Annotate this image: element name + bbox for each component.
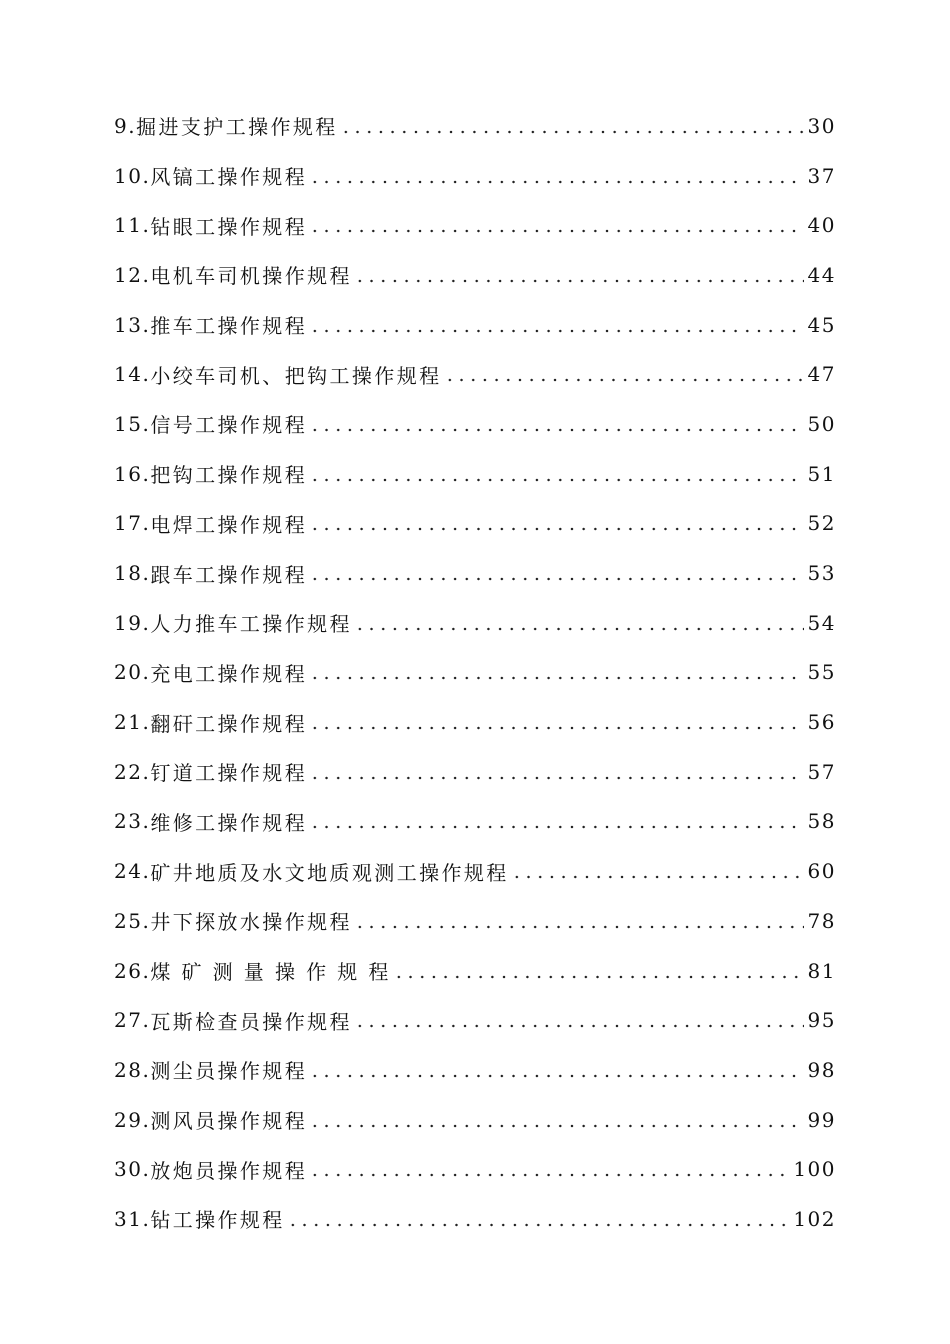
toc-entry-page: 54	[807, 610, 836, 635]
toc-entry-title: 矿井地质及水文地质观测工操作规程	[150, 860, 509, 885]
toc-entry[interactable]	[114, 349, 836, 399]
toc-entry-page: 37	[807, 163, 836, 188]
dot-leader	[309, 524, 803, 534]
dot-leader	[309, 226, 803, 236]
dot-leader	[393, 972, 804, 982]
toc-entry[interactable]	[114, 449, 836, 499]
dot-leader	[309, 1121, 803, 1131]
toc-entry-title: 钉道工操作规程	[150, 761, 308, 786]
toc-entry-page: 50	[807, 411, 836, 436]
toc-entry-page: 78	[807, 908, 836, 933]
toc-entry-page: 53	[807, 561, 836, 586]
dot-leader	[309, 475, 803, 485]
toc-entry-page: 40	[807, 213, 836, 238]
dot-leader	[309, 723, 803, 733]
toc-entry-number: 9.	[114, 113, 137, 138]
toc-entry-page: 98	[807, 1057, 836, 1082]
toc-entry-title: 跟车工操作规程	[150, 562, 308, 587]
toc-entry[interactable]	[114, 946, 836, 996]
toc-entry-number: 30.	[114, 1157, 151, 1182]
toc-entry[interactable]	[114, 896, 836, 946]
toc-entry-number: 12.	[114, 262, 151, 287]
toc-entry-number: 19.	[114, 610, 151, 635]
toc-entry[interactable]	[114, 995, 836, 1045]
toc-entry[interactable]	[114, 648, 836, 698]
toc-entry-title: 井下探放水操作规程	[150, 910, 352, 935]
toc-entry-page: 55	[807, 660, 836, 685]
toc-entry-title: 电焊工操作规程	[150, 512, 308, 537]
toc-entry-number: 24.	[114, 859, 151, 884]
toc-entry-number: 28.	[114, 1057, 151, 1082]
toc-entry-title: 掘进支护工操作规程	[136, 115, 338, 140]
toc-entry[interactable]	[114, 548, 836, 598]
dot-leader	[287, 1220, 790, 1230]
toc-entry-number: 15.	[114, 411, 151, 436]
toc-entry-title: 钻工操作规程	[150, 1208, 285, 1233]
toc-entry[interactable]	[114, 747, 836, 797]
dot-leader	[309, 425, 803, 435]
toc-entry-title: 放炮员操作规程	[150, 1158, 308, 1183]
toc-entry-title: 推车工操作规程	[150, 314, 308, 339]
dot-leader	[444, 375, 804, 385]
toc-entry-number: 29.	[114, 1107, 151, 1132]
toc-entry-page: 58	[807, 809, 836, 834]
toc-entry-title: 电机车司机操作规程	[150, 264, 352, 289]
dot-leader	[354, 1021, 804, 1031]
toc-entry[interactable]	[114, 598, 836, 648]
toc-entry[interactable]	[114, 151, 836, 201]
toc-entry-page: 44	[807, 262, 836, 287]
toc-entry-title: 人力推车工操作规程	[150, 612, 352, 637]
toc-entry-title: 把钩工操作规程	[150, 463, 308, 488]
toc-entry-number: 31.	[114, 1206, 151, 1231]
dot-leader	[511, 872, 804, 882]
dot-leader	[309, 1071, 803, 1081]
dot-leader	[340, 127, 804, 137]
toc-entry-title: 维修工操作规程	[150, 810, 308, 835]
toc-entry-page: 30	[807, 113, 836, 138]
dot-leader	[309, 1170, 789, 1180]
dot-leader	[309, 574, 803, 584]
toc-entry[interactable]	[114, 399, 836, 449]
dot-leader	[354, 624, 804, 634]
toc-entry-page: 52	[807, 511, 836, 536]
toc-entry-page: 56	[807, 710, 836, 735]
dot-leader	[309, 773, 803, 783]
toc-entry-title: 小绞车司机、把钩工操作规程	[150, 363, 442, 388]
toc-entry-title: 测尘员操作规程	[150, 1059, 308, 1084]
toc-entry-page: 51	[807, 461, 836, 486]
toc-entry-number: 20.	[114, 660, 151, 685]
table-of-contents	[114, 101, 836, 1244]
dot-leader	[309, 177, 803, 187]
toc-entry-page: 81	[807, 958, 836, 983]
toc-entry-title: 风镐工操作规程	[150, 165, 308, 190]
dot-leader	[354, 276, 804, 286]
toc-entry-page: 57	[807, 759, 836, 784]
toc-entry-title: 煤 矿 测 量 操 作 规 程	[150, 960, 391, 985]
dot-leader	[309, 822, 803, 832]
toc-entry-number: 16.	[114, 461, 151, 486]
toc-entry-number: 21.	[114, 710, 151, 735]
toc-entry-title: 充电工操作规程	[150, 661, 308, 686]
toc-entry[interactable]	[114, 1194, 836, 1244]
toc-entry-page: 100	[793, 1157, 836, 1182]
toc-entry-number: 18.	[114, 561, 151, 586]
toc-entry[interactable]	[114, 697, 836, 747]
toc-entry[interactable]	[114, 499, 836, 549]
toc-entry-page: 47	[807, 362, 836, 387]
toc-entry-number: 25.	[114, 908, 151, 933]
toc-entry[interactable]	[114, 846, 836, 896]
toc-entry-title: 信号工操作规程	[150, 413, 308, 438]
toc-entry-number: 14.	[114, 362, 151, 387]
toc-entry[interactable]	[114, 101, 836, 151]
dot-leader	[309, 673, 803, 683]
toc-entry[interactable]	[114, 300, 836, 350]
toc-entry-number: 17.	[114, 511, 151, 536]
dot-leader	[309, 326, 803, 336]
toc-entry[interactable]	[114, 200, 836, 250]
toc-entry-number: 10.	[114, 163, 151, 188]
toc-entry-page: 45	[807, 312, 836, 337]
toc-entry-number: 26.	[114, 958, 151, 983]
toc-entry[interactable]	[114, 797, 836, 847]
toc-entry-title: 测风员操作规程	[150, 1109, 308, 1134]
toc-entry[interactable]	[114, 250, 836, 300]
toc-entry-title: 钻眼工操作规程	[150, 214, 308, 239]
toc-entry-page: 60	[807, 859, 836, 884]
toc-entry-number: 27.	[114, 1008, 151, 1033]
toc-entry-page: 99	[807, 1107, 836, 1132]
toc-entry[interactable]	[114, 1045, 836, 1095]
dot-leader	[354, 922, 804, 932]
toc-entry[interactable]	[114, 1095, 836, 1145]
toc-entry-number: 13.	[114, 312, 151, 337]
toc-entry-number: 23.	[114, 809, 151, 834]
toc-entry-page: 102	[793, 1206, 836, 1231]
toc-entry[interactable]	[114, 1144, 836, 1194]
toc-entry-title: 翻矸工操作规程	[150, 711, 308, 736]
toc-entry-title: 瓦斯检查员操作规程	[150, 1009, 352, 1034]
toc-entry-page: 95	[807, 1008, 836, 1033]
toc-entry-number: 22.	[114, 759, 151, 784]
toc-entry-number: 11.	[114, 213, 151, 238]
